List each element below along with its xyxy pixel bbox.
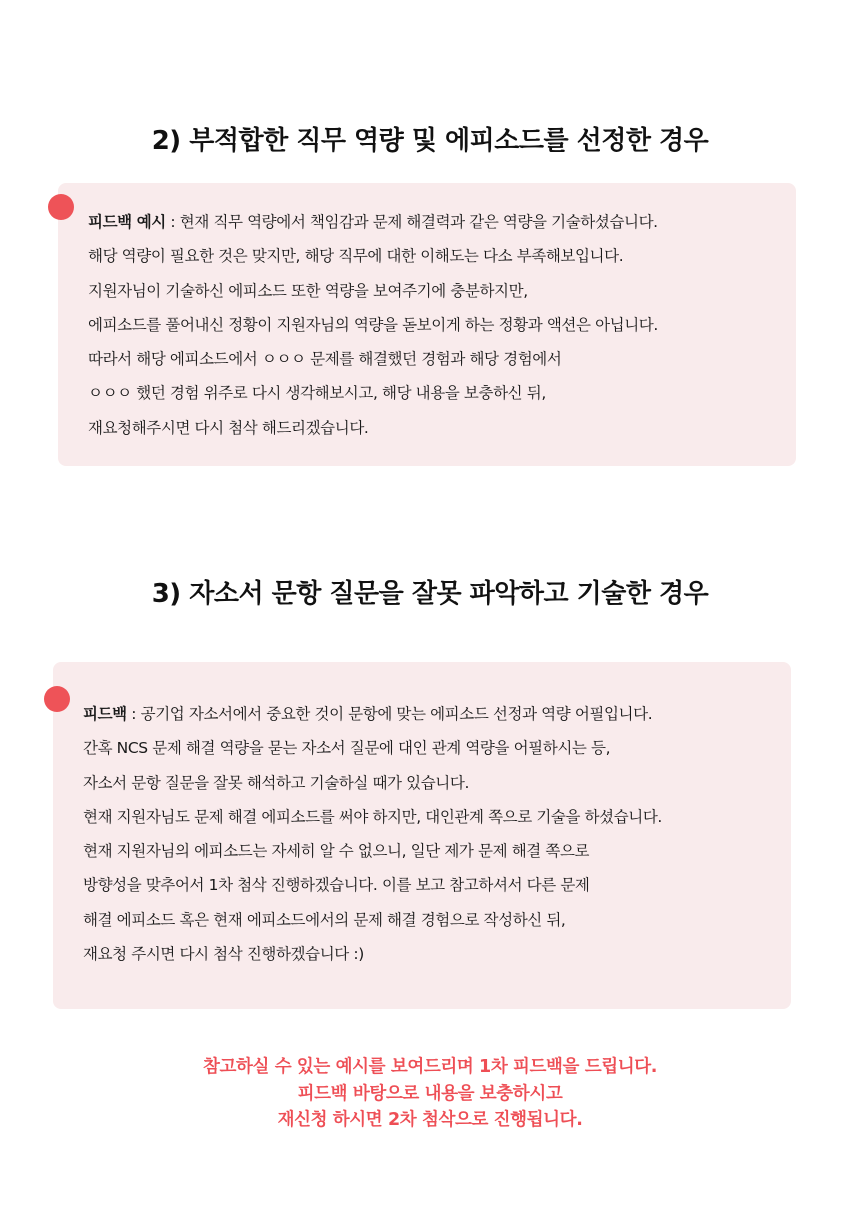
section-title-misread-question: 3) 자소서 문항 질문을 잘못 파악하고 기술한 경우 — [151, 579, 709, 609]
feedback-line: 자소서 문항 질문을 잘못 해석하고 기술하실 때가 있습니다. — [83, 773, 469, 792]
feedback-line: 현재 지원자님도 문제 해결 에피소드를 써야 하지만, 대인관계 쪽으로 기술을 하셨습니다. — [83, 807, 662, 826]
closing-line: 참고하실 수 있는 예시를 보여드리며 1차 피드백을 드립니다. — [203, 1057, 657, 1077]
feedback-line: 간혹 NCS 문제 해결 역량을 묻는 자소서 질문에 대인 관계 역량을 어필하시는 등, — [83, 739, 611, 758]
closing-notice — [0, 1054, 860, 1134]
feedback-line: 현재 지원자님의 에피소드는 자세히 알 수 없으니, 일단 제가 문제 해결 쪽으로 — [83, 842, 590, 861]
feedback-dot-icon — [44, 686, 70, 712]
feedback-line: ㅇㅇㅇ 했던 경험 위주로 다시 생각해보시고, 해당 내용을 보충하신 뒤, — [88, 384, 546, 403]
feedback-first-line — [88, 205, 798, 239]
feedback-separator: : — [165, 213, 180, 231]
feedback-line-text: 공기업 자소서에서 중요한 것이 문항에 맞는 에피소드 선정과 역량 어필입니다. — [140, 705, 653, 723]
feedback-line: 따라서 해당 에피소드에서 ㅇㅇㅇ 문제를 해결했던 경험과 해당 경험에서 — [88, 350, 562, 369]
feedback-text — [83, 697, 798, 971]
feedback-line: 재요청해주시면 다시 첨삭 해드리겠습니다. — [88, 418, 369, 437]
closing-line: 재신청 하시면 2차 첨삭으로 진행됩니다. — [277, 1110, 583, 1130]
feedback-dot-icon — [48, 194, 74, 220]
feedback-line: 해결 에피소드 혹은 현재 에피소드에서의 문제 해결 경험으로 작성하신 뒤, — [83, 910, 566, 929]
feedback-line: 재요청 주시면 다시 첨삭 진행하겠습니다 :) — [83, 945, 364, 964]
feedback-label: 피드백 — [83, 705, 127, 723]
closing-line: 피드백 바탕으로 내용을 보충하시고 — [297, 1083, 563, 1104]
section-title-unsuitable-competency: 2) 부적합한 직무 역량 및 에피소드를 선정한 경우 — [151, 126, 709, 156]
feedback-text-example — [88, 205, 798, 445]
feedback-line-text: 현재 직무 역량에서 책임감과 문제 해결력과 같은 역량을 기술하셨습니다. — [179, 213, 658, 231]
feedback-line: 에피소드를 풀어내신 정황이 지원자님의 역량을 돋보이게 하는 정황과 액션은 아닙니다. — [88, 315, 658, 334]
feedback-line: 지원자님이 기술하신 에피소드 또한 역량을 보여주기에 충분하지만, — [88, 281, 528, 300]
feedback-label: 피드백 예시 — [88, 213, 166, 231]
feedback-separator: : — [126, 705, 141, 723]
feedback-line: 해당 역량이 필요한 것은 맞지만, 해당 직무에 대한 이해도는 다소 부족해보입니다. — [88, 247, 624, 266]
feedback-first-line — [83, 697, 798, 731]
feedback-line: 방향성을 맞추어서 1차 첨삭 진행하겠습니다. 이를 보고 참고하셔서 다른 문제 — [83, 876, 590, 895]
